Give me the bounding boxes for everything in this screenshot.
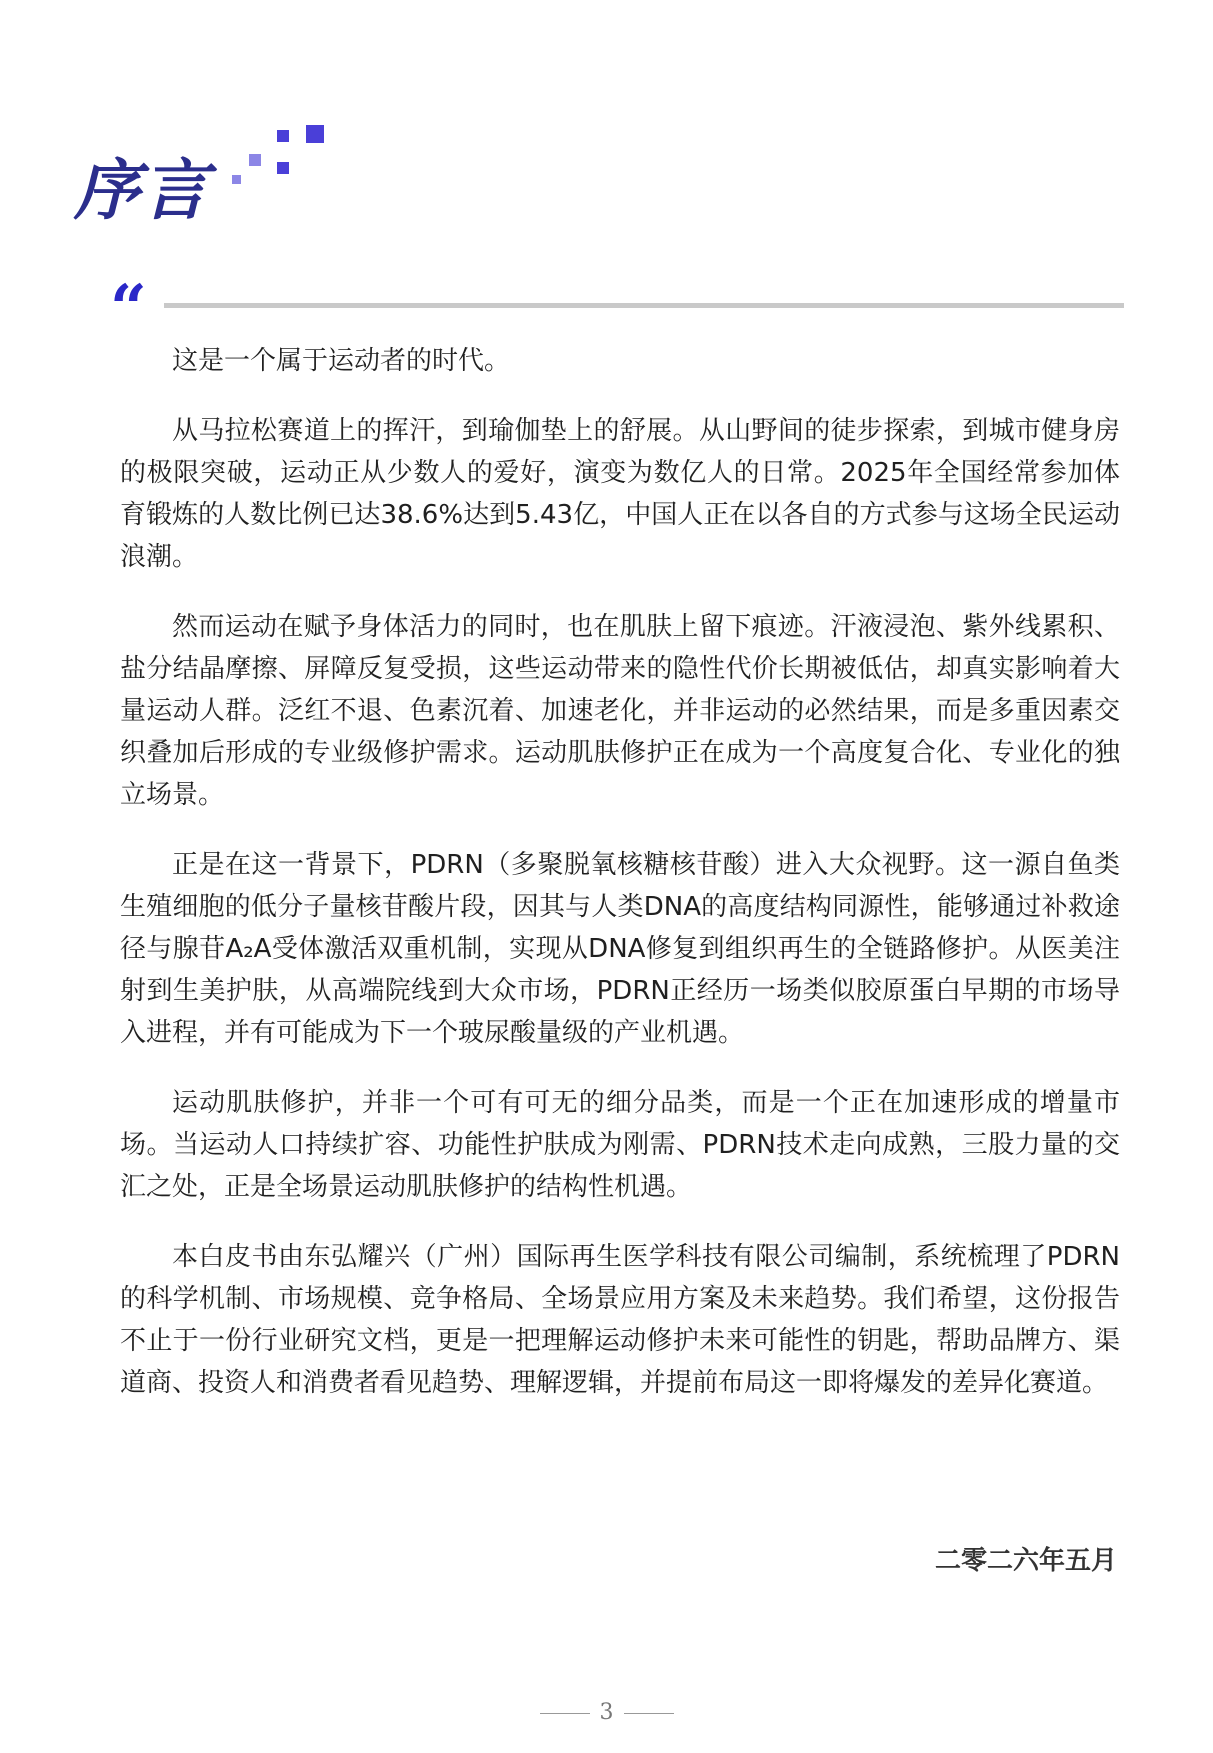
preface-body: [120, 340, 1120, 1432]
paragraph: 本白皮书由东弘耀兴（广州）国际再生医学科技有限公司编制，系统梳理了PDRN的科学机制、市场规模、竞争格局、全场景应用方案及未来趋势。我们希望，这份报告不止于一份行业研究文档，更是一把理解运动修护未来可能性的钥匙，帮助品牌方、渠道商、投资人和消费者看见趋势、理解逻辑，并提前布局这一即将爆发的差异化赛道。: [120, 1242, 1120, 1398]
footer-rule-left: [540, 1713, 590, 1714]
paragraph: 这是一个属于运动者的时代。: [172, 346, 511, 376]
page-title: 序言: [74, 152, 210, 229]
decor-square: [306, 125, 324, 143]
page-number: 3: [599, 1700, 614, 1725]
page-footer: [0, 1700, 1213, 1725]
paragraph: 从马拉松赛道上的挥汗，到瑜伽垫上的舒展。从山野间的徒步探索，到城市健身房的极限突破，运动正从少数人的爱好，演变为数亿人的日常。2025年全国经常参加体育锻炼的人数比例已达38.6%达到5.43亿，中国人正在以各自的方式参与这场全民运动浪潮。: [120, 416, 1120, 572]
footer-rule-right: [624, 1713, 674, 1714]
quote-icon: “: [110, 271, 147, 346]
date-signature: 二零二六年五月: [934, 1546, 1117, 1576]
paragraph: 运动肌肤修护，并非一个可有可无的细分品类，而是一个正在加速形成的增量市场。当运动人口持续扩容、功能性护肤成为刚需、PDRN技术走向成熟，三股力量的交汇之处，正是全场景运动肌肤修护的结构性机遇。: [120, 1088, 1120, 1202]
decor-square: [277, 130, 289, 142]
decor-square: [277, 162, 289, 174]
paragraph: 正是在这一背景下，PDRN（多聚脱氧核糖核苷酸）进入大众视野。这一源自鱼类生殖细胞的低分子量核苷酸片段，因其与人类DNA的高度结构同源性，能够通过补救途径与腺苷A₂A受体激活双重机制，实现从DNA修复到组织再生的全链路修护。从医美注射到生美护肤，从高端院线到大众市场，PDRN正经历一场类似胶原蛋白早期的市场导入进程，并有可能成为下一个玻尿酸量级的产业机遇。: [120, 850, 1120, 1048]
decor-square: [232, 175, 241, 184]
divider-rule: [164, 303, 1124, 308]
section-header: [74, 130, 334, 240]
decor-square: [249, 154, 261, 166]
paragraph: 然而运动在赋予身体活力的同时，也在肌肤上留下痕迹。汗液浸泡、紫外线累积、盐分结晶摩擦、屏障反复受损，这些运动带来的隐性代价长期被低估，却真实影响着大量运动人群。泛红不退、色素沉着、加速老化，并非运动的必然结果，而是多重因素交织叠加后形成的专业级修护需求。运动肌肤修护正在成为一个高度复合化、专业化的独立场景。: [120, 612, 1120, 810]
